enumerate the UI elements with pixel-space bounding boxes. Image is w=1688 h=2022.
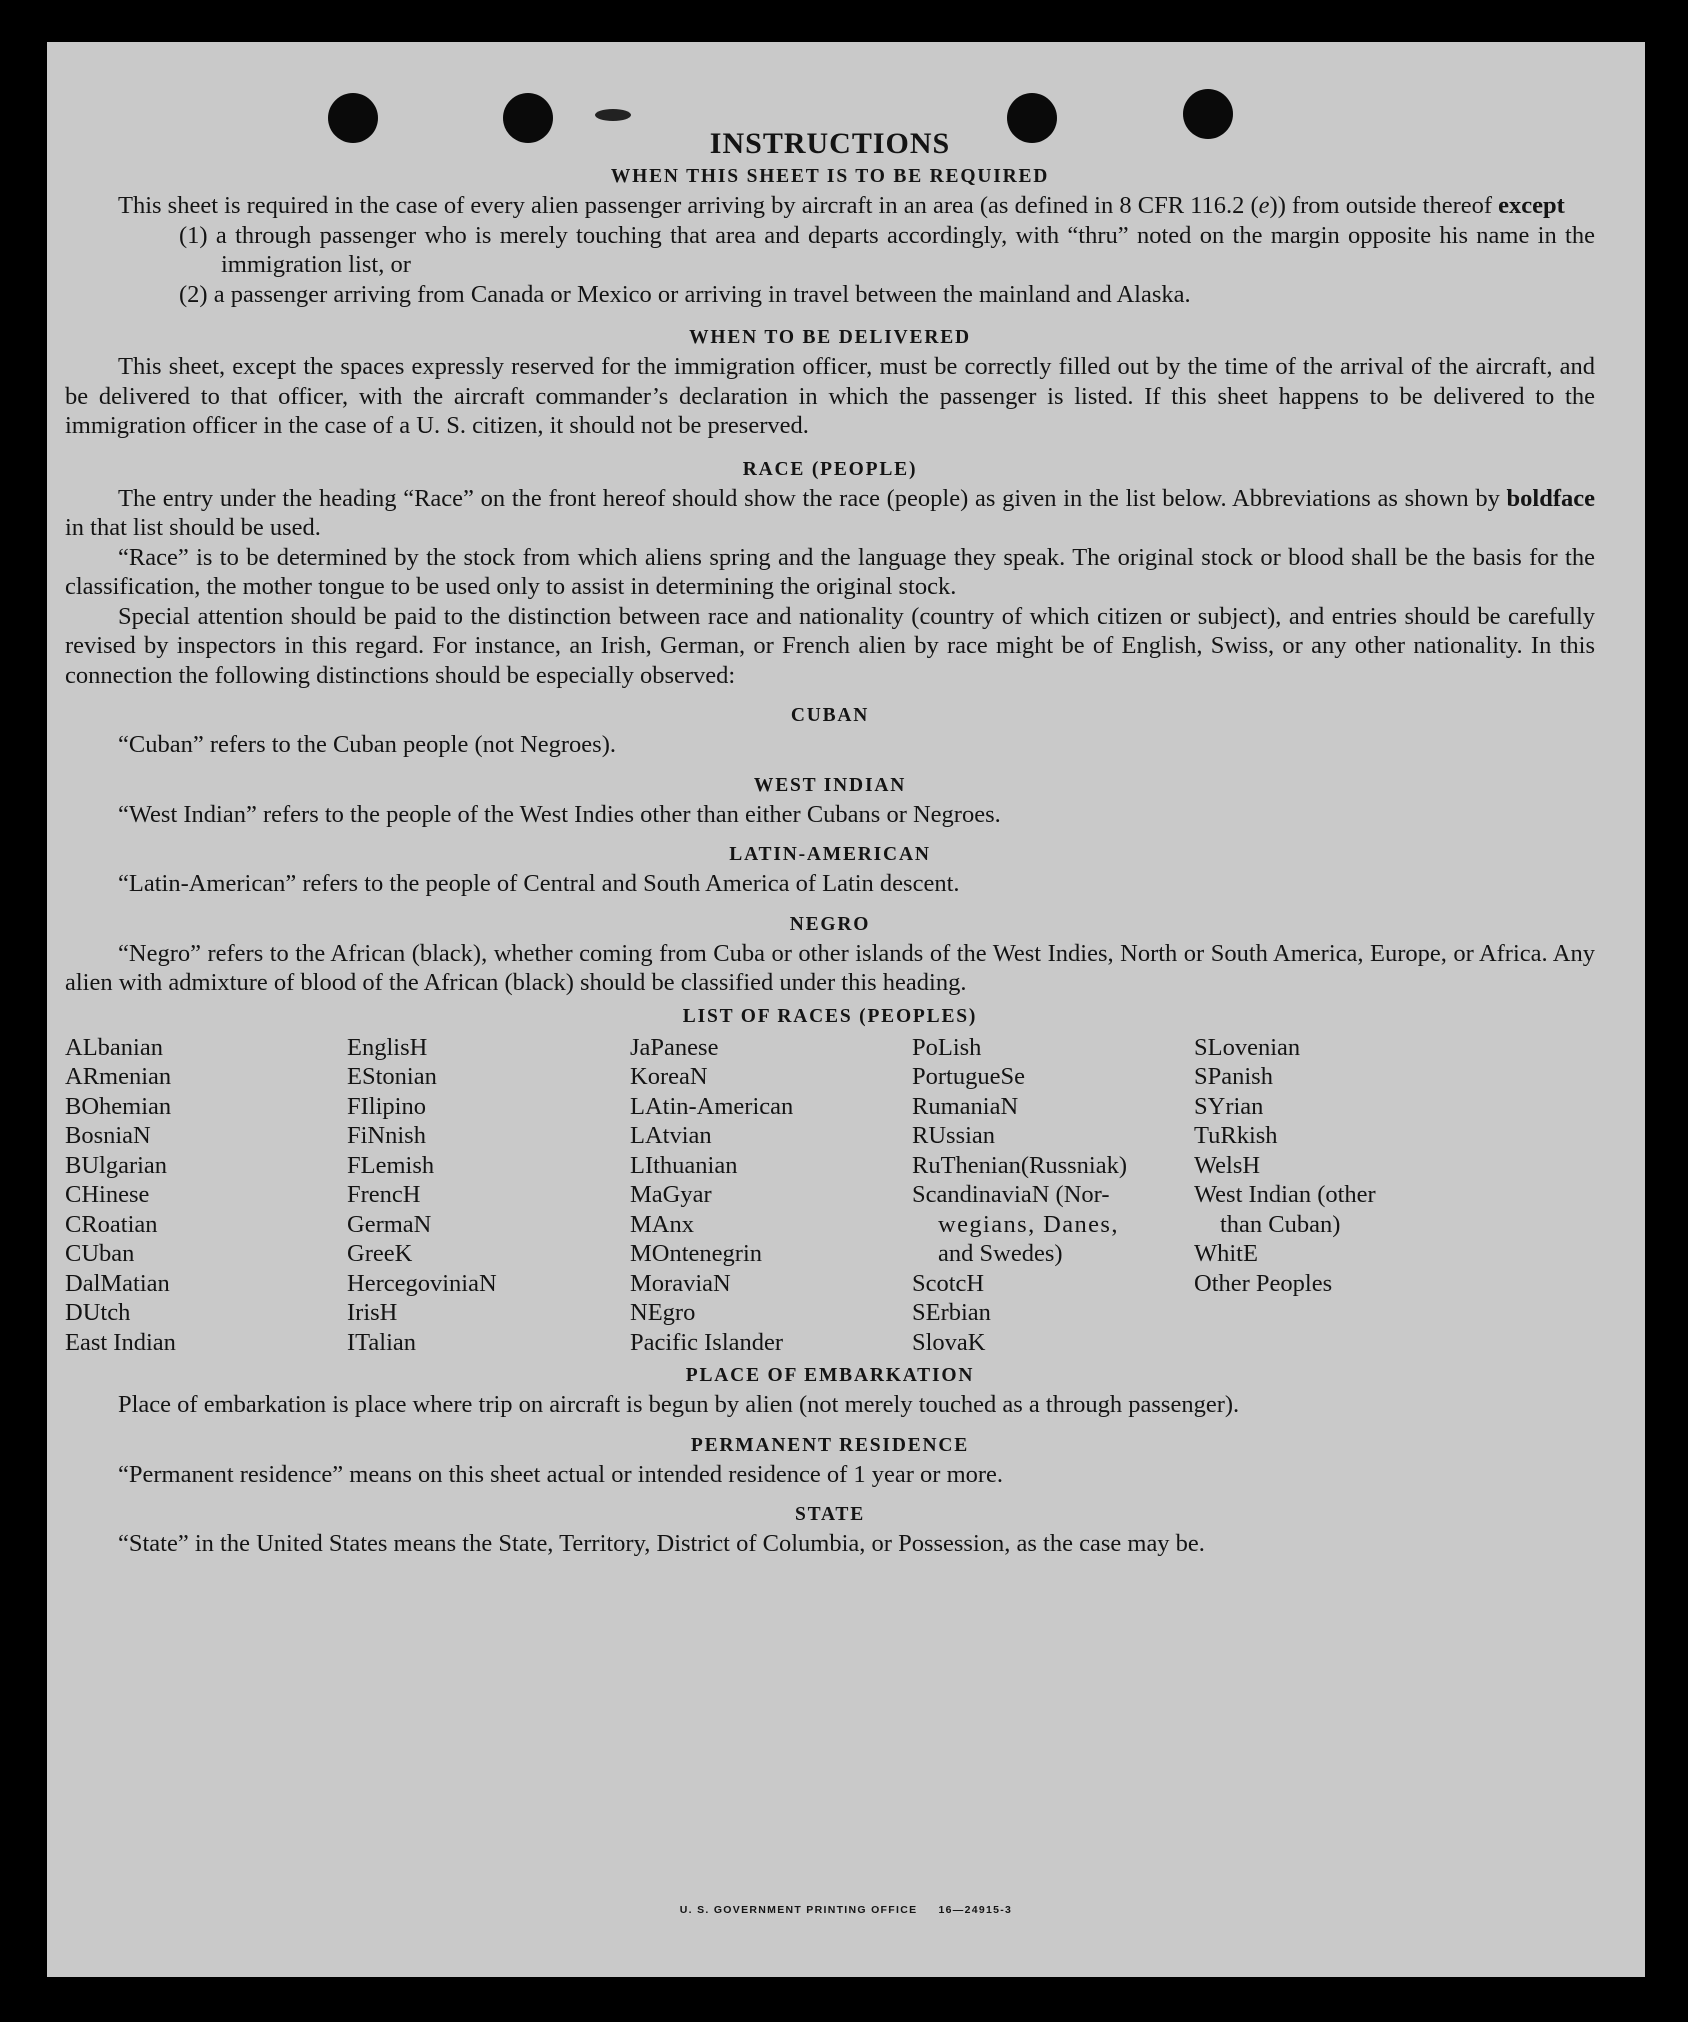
races-column xyxy=(630,1033,912,1358)
race-entry: GermaN xyxy=(347,1210,432,1238)
section-heading: STATE xyxy=(794,1504,866,1525)
race-entry: Pacific Islander xyxy=(630,1328,784,1356)
race-entry: GreeK xyxy=(347,1240,413,1267)
paragraph: “Negro” refers to the African (black), whether coming from Cuba or other islands of the West Indies, North or South America, Europe, or Africa. Any alien with admixture of blood of the African (black) should be classified under this heading. xyxy=(65,939,1595,996)
section-heading: CUBAN xyxy=(790,705,870,726)
race-entry: FLemish xyxy=(347,1151,435,1179)
paragraph: Special attention should be paid to the distinction between race and nationality (country of which citizen or subject), and entries should be carefully revised by inspectors in this regard. For instance, an Irish, German, or French alien by race might be of English, Swiss, or any other nationality. In this connection the following distinctions should be especially observed: xyxy=(65,602,1595,689)
ink-mark xyxy=(595,109,631,121)
race-entry: WhitE xyxy=(1194,1240,1258,1267)
races-table xyxy=(65,1033,1595,1358)
race-entry: West Indian (other than Cuban) xyxy=(1194,1181,1376,1238)
race-entry: EnglisH xyxy=(347,1033,428,1061)
race-entry: DalMatian xyxy=(65,1269,170,1297)
race-entry: MaGyar xyxy=(630,1181,712,1208)
race-entry: CRoatian xyxy=(65,1210,158,1238)
race-entry: BOhemian xyxy=(65,1092,172,1120)
section-heading: LATIN-AMERICAN xyxy=(729,844,931,865)
race-entry: PoLish xyxy=(912,1033,982,1061)
race-entry: EStonian xyxy=(347,1063,437,1090)
section-heading: WHEN THIS SHEET IS TO BE REQUIRED xyxy=(610,166,1050,187)
race-entry: ALbanian xyxy=(65,1033,163,1061)
race-entry: PortugueSe xyxy=(912,1063,1025,1090)
paragraph: “Permanent residence” means on this sheet actual or intended residence of 1 year or more. xyxy=(118,1460,1004,1488)
race-entry: East Indian xyxy=(65,1328,176,1356)
section-heading: RACE (PEOPLE) xyxy=(742,458,918,480)
paragraph: This sheet, except the spaces expressly reserved for the immigration officer, must be correctly filled out by the time of the arrival of the aircraft, and be delivered to that officer, with the aircraft commander’s declaration in which the passenger is listed. If this sheet happens to be delivered to the immigration officer in the case of a U. S. citizen, it should not be preserved. xyxy=(65,353,1595,439)
races-column xyxy=(347,1033,630,1358)
race-entry: LAtin-American xyxy=(630,1092,794,1120)
paragraph: “Race” is to be determined by the stock from which aliens spring and the language they speak. The original stock or blood shall be the basis for the classification, the mother tongue to be used only to assist in determining the original stock. xyxy=(65,543,1595,600)
section-heading: PERMANENT RESIDENCE xyxy=(690,1434,970,1456)
race-entry: FrencH xyxy=(347,1181,421,1208)
section-heading: WHEN TO BE DELIVERED xyxy=(689,327,971,348)
race-entry: SYrian xyxy=(1194,1092,1264,1120)
race-entry: JaPanese xyxy=(630,1033,719,1061)
paragraph: “Latin-American” refers to the people of Central and South America of Latin descent. xyxy=(118,870,960,897)
paragraph: “Cuban” refers to the Cuban people (not Negroes). xyxy=(118,731,616,758)
paragraph: This sheet is required in the case of every alien passenger arriving by aircraft in an area (as defined in 8 CFR 116.2 (e)) from outside thereof except xyxy=(118,192,1565,219)
race-entry: HercegoviniaN xyxy=(347,1269,497,1297)
race-entry: RuThenian(Russniak) xyxy=(912,1151,1128,1179)
race-entry: BUlgarian xyxy=(65,1151,168,1179)
list-item: (1) a through passenger who is merely touching that area and departs accordingly, with “thru” noted on the margin opposite his name in the immigration list, or xyxy=(179,221,1595,278)
race-entry: LIthuanian xyxy=(630,1151,738,1179)
races-column xyxy=(65,1033,347,1358)
race-entry: ARmenian xyxy=(65,1063,172,1090)
race-entry: CUban xyxy=(65,1240,135,1267)
race-entry: SPanish xyxy=(1194,1063,1273,1090)
instructions-content xyxy=(65,126,1595,1559)
race-entry: ScotcH xyxy=(912,1269,985,1297)
race-entry: ITalian xyxy=(347,1328,417,1356)
race-entry: FIlipino xyxy=(347,1092,426,1120)
race-entry: DUtch xyxy=(65,1299,131,1326)
section-heading: PLACE OF EMBARKATION xyxy=(685,1365,975,1386)
races-column xyxy=(1194,1033,1474,1358)
document-sheet xyxy=(47,42,1645,1977)
paragraph: Place of embarkation is place where trip on aircraft is begun by alien (not merely touched as a through passenger). xyxy=(118,1391,1240,1418)
paragraph: “State” in the United States means the State, Territory, District of Columbia, or Possession, as the case may be. xyxy=(118,1530,1205,1557)
race-entry: IrisH xyxy=(347,1299,398,1326)
race-entry: CHinese xyxy=(65,1181,150,1208)
race-entry: RumaniaN xyxy=(912,1092,1019,1120)
races-column xyxy=(912,1033,1194,1358)
race-entry: SlovaK xyxy=(912,1328,986,1356)
paragraph: “West Indian” refers to the people of the West Indies other than either Cubans or Negroes. xyxy=(118,800,1001,828)
race-entry: MAnx xyxy=(630,1210,694,1238)
race-entry: BosniaN xyxy=(65,1122,151,1149)
section-heading: LIST OF RACES (PEOPLES) xyxy=(682,1005,978,1027)
race-entry: SLovenian xyxy=(1194,1033,1301,1061)
section-heading: WEST INDIAN xyxy=(753,774,907,796)
race-entry: SErbian xyxy=(912,1299,991,1326)
race-entry: NEgro xyxy=(630,1299,696,1326)
list-item: (2) a passenger arriving from Canada or Mexico or arriving in travel between the mainland and Alaska. xyxy=(179,280,1191,308)
race-entry: RUssian xyxy=(912,1122,996,1149)
race-entry: ScandinaviaN (Nor- wegians, Danes, and Swedes) xyxy=(912,1181,1119,1267)
printer-imprint: U. S. GOVERNMENT PRINTING OFFICE 16—24915-3 xyxy=(679,1904,1013,1916)
page-title: INSTRUCTIONS xyxy=(709,127,951,160)
race-entry: KoreaN xyxy=(630,1063,708,1090)
race-entry: MOntenegrin xyxy=(630,1240,762,1267)
race-entry: MoraviaN xyxy=(630,1269,731,1297)
race-entry: FiNnish xyxy=(347,1122,426,1149)
race-entry: LAtvian xyxy=(630,1122,712,1149)
race-entry: Other Peoples xyxy=(1194,1269,1333,1297)
paragraph: The entry under the heading “Race” on the front hereof should show the race (people) as given in the list below. Abbreviations as shown by boldface in that list should be used. xyxy=(65,484,1595,541)
section-heading: NEGRO xyxy=(789,913,871,935)
race-entry: WelsH xyxy=(1194,1151,1261,1179)
race-entry: TuRkish xyxy=(1194,1122,1278,1149)
